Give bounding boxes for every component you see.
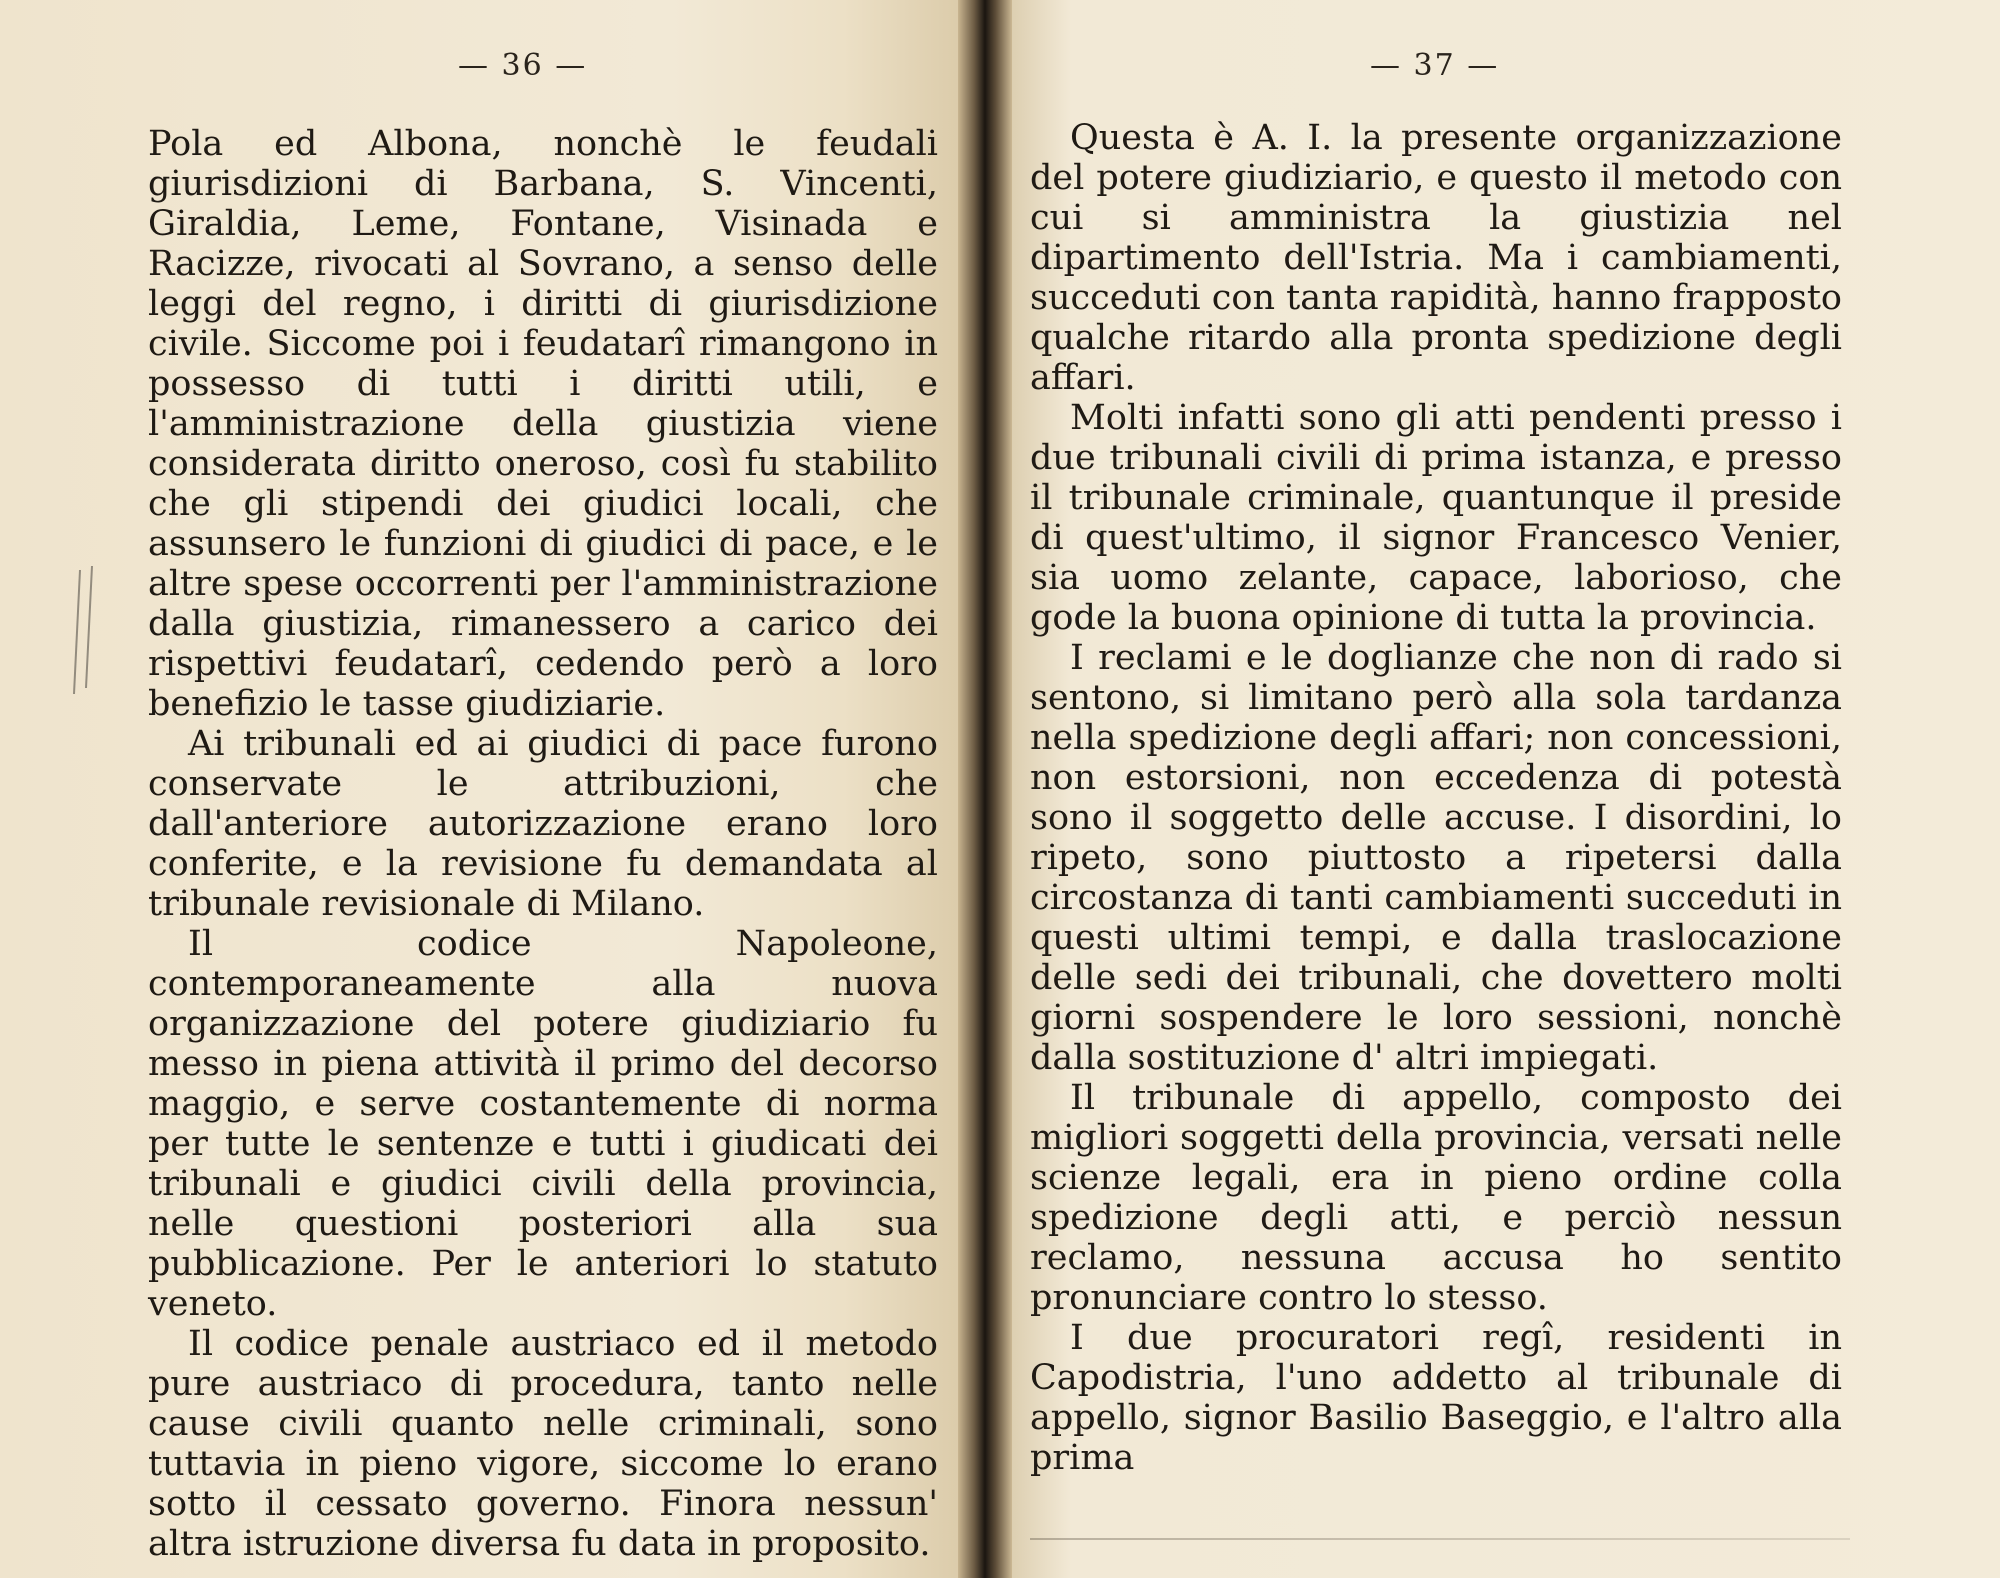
page-number-right: — 37 — [1370,48,1500,83]
paragraph: Il tribunale di appello, composto dei migliori soggetti della provincia, versati nelle scienze legali, era in pieno ordine colla spedizione degli atti, e perciò nessun reclamo, nessuna accusa ho sentito pronunciare contro lo stesso. [1030,1078,1842,1318]
paragraph: Molti infatti sono gli atti pendenti presso i due tribunali civili di prima istanza, e presso il tribunale criminale, quantunque il preside di quest'ultimo, il signor Francesco Venier, sia uomo zelante, capace, laborioso, che gode la buona opinione di tutta la provincia. [1030,398,1842,638]
paragraph: Il codice penale austriaco ed il metodo pure austriaco di procedura, tanto nelle cause civili quanto nelle criminali, sono tuttavia in pieno vigore, siccome lo erano sotto il cessato governo. Finora nessun' altra istruzione diversa fu data in proposito. [148,1324,938,1564]
left-page-text [148,124,938,1564]
paragraph: Il codice Napoleone, contemporaneamente alla nuova organizzazione del potere giudiziario fu messo in piena attività il primo del decorso maggio, e serve costantemente di norma per tutte le sentenze e tutti i giudicati dei tribunali e giudici civili della provincia, nelle questioni posteriori alla sua pubblicazione. Per le anteriori lo statuto veneto. [148,924,938,1324]
left-page [0,0,958,1578]
right-page-text [1030,118,1842,1478]
paragraph: I reclami e le doglianze che non di rado si sentono, si limitano però alla sola tardanza nella spedizione degli affari; non concessioni, non estorsioni, non eccedenza di potestà sono il soggetto delle accuse. I disordini, lo ripeto, sono piuttosto a ripetersi dalla circostanza di tanti cambiamenti succeduti in questi ultimi tempi, e dalla traslocazione delle sedi dei tribunali, che dovettero molti giorni sospendere le loro sessioni, nonchè dalla sostituzione d' altri impiegati. [1030,638,1842,1078]
page-number-left: — 36 — [458,48,588,83]
page-edge-line [1030,1538,1850,1540]
paragraph: I due procuratori regî, residenti in Capodistria, l'uno addetto al tribunale di appello, signor Basilio Baseggio, e l'altro alla prima [1030,1318,1842,1478]
margin-pencil-marks [66,564,106,704]
paragraph: Ai tribunali ed ai giudici di pace furono conservate le attribuzioni, che dall'anteriore autorizzazione erano loro conferite, e la revisione fu demandata al tribunale revisionale di Milano. [148,724,938,924]
book-gutter [958,0,1012,1578]
paragraph: Pola ed Albona, nonchè le feudali giurisdizioni di Barbana, S. Vincenti, Giraldia, Leme, Fontane, Visinada e Racizze, rivocati al Sovrano, a senso delle leggi del regno, i diritti di giurisdizione civile. Siccome poi i feudatarî rimangono in possesso di tutti i diritti utili, e l'amministrazione della giustizia viene considerata diritto oneroso, così fu stabilito che gli stipendi dei giudici locali, che assunsero le funzioni di giudici di pace, e le altre spese occorrenti per l'amministrazione dalla giustizia, rimanessero a carico dei rispettivi feudatarî, cedendo però a loro benefizio le tasse giudiziarie. [148,124,938,724]
paragraph: Questa è A. I. la presente organizzazione del potere giudiziario, e questo il metodo con cui si amministra la giustizia nel dipartimento dell'Istria. Ma i cambiamenti, succeduti con tanta rapidità, hanno frapposto qualche ritardo alla pronta spedizione degli affari. [1030,118,1842,398]
